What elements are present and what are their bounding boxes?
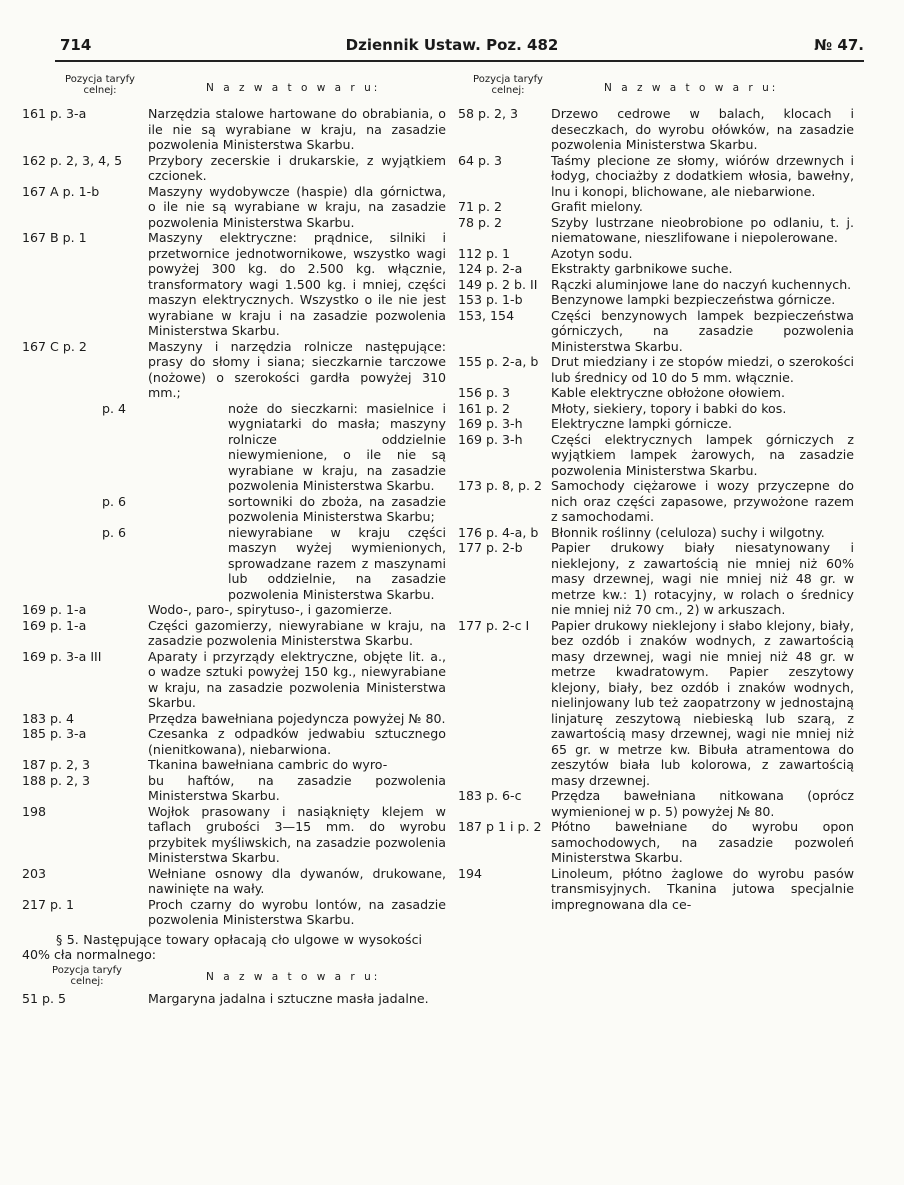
page-number: 714 — [60, 36, 92, 54]
tariff-entry — [22, 726, 446, 757]
tariff-position: 183 p. 4 — [22, 710, 75, 726]
tariff-entry — [22, 711, 446, 727]
tariff-position: 185 p. 3-a — [22, 726, 87, 741]
tariff-position: 217 p. 1 — [22, 896, 75, 912]
goods-description: noże do sieczkarni: masielnice i wygniatarki do masła; maszyny rolnicze oddzielnie niewymienione, o ile nie są wyrabiane w kraju, na zasadzie pozwolenia Ministerstwa Skarbu. — [228, 400, 446, 493]
tariff-entry — [458, 525, 854, 541]
tariff-entry — [458, 153, 854, 200]
tariff-position: 169 p. 3-h — [458, 431, 523, 447]
position-header: Pozycja taryfy celnej: — [65, 74, 135, 96]
goods-description: Maszyny wydobywcze (haspie) dla górnictwa, o ile nie są wyrabiane w kraju, na zasadzie pozwolenia Ministerstwa Skarbu. — [148, 183, 446, 230]
tariff-position: 183 p. 6-c — [458, 788, 522, 803]
page-header — [40, 34, 864, 60]
tariff-position: 176 p. 4-a, b — [458, 524, 539, 540]
goods-description: Rączki aluminjowe lane do naczyń kuchennych. — [551, 276, 852, 292]
tariff-position: 173 p. 8, p. 2 — [458, 478, 543, 493]
tariff-entry — [22, 804, 446, 866]
tariff-position: 177 p. 2-b — [458, 540, 523, 555]
tariff-entry — [458, 246, 854, 262]
tariff-entry — [22, 339, 446, 401]
goods-description: Proch czarny do wyrobu lontów, na zasadzie pozwolenia Ministerstwa Skarbu. — [148, 896, 446, 927]
goods-description: Margaryna jadalna i sztuczne masła jadalne. — [148, 990, 429, 1006]
goods-description: Czesanka z odpadków jedwabiu sztucznego (nienitkowana), niebarwiona. — [148, 726, 446, 757]
column-subheader — [22, 965, 446, 991]
goods-description: Papier drukowy nieklejony i słabo klejony, biały, bez ozdób i znaków wodnych, z zawartością masy drzewnej, wagi nie mniej niż 48 gr. w metrze kwadratowym. Papier zeszytowy klejony, biały, bez ozdób i znaków wodnych, nielinjowany lub też zaopatrzony w jednostajną linjaturę zeszytową niebieską lub szarą, z zawartością masy drzewnej, wagi nie mniej niż 65 gr. w metrze kw. Bibuła atramentowa do zeszytów biała lub kolorowa, z zawartością masy drzewnej. — [551, 617, 854, 788]
tariff-entry — [458, 277, 854, 293]
tariff-position: 194 — [458, 865, 483, 881]
tariff-position: 177 p. 2-c I — [458, 617, 530, 633]
tariff-position: 167 B p. 1 — [22, 230, 87, 245]
goods-description: Szyby lustrzane nieobrobione po odlaniu, t. j. niematowane, nieszlifowane i niepolerowane. — [551, 214, 854, 245]
goods-description: Samochody ciężarowe i wozy przyczepne do nich oraz części zapasowe, przywożone razem z samochodami. — [551, 478, 854, 524]
tariff-entry — [458, 478, 854, 525]
position-header: Pozycja taryfy celnej: — [52, 964, 122, 987]
column-header — [458, 72, 854, 106]
goods-description: Drzewo cedrowe w balach, klocach i deseczkach, do wyrobu ołówków, na zasadzie pozwolenia Ministerstwa Skarbu. — [551, 106, 854, 152]
goods-description: Drut miedziany i ze stopów miedzi, o szerokości lub średnicy od 10 do 5 mm. włącznie. — [551, 354, 854, 385]
tariff-position: 203 — [22, 865, 47, 881]
goods-description: Wełniane osnowy dla dywanów, drukowane, nawinięte na wały. — [148, 865, 446, 896]
tariff-position: 71 p. 2 — [458, 199, 503, 214]
goods-description: bu haftów, na zasadzie pozwolenia Ministerstwa Skarbu. — [148, 772, 446, 803]
goods-description: Kable elektryczne obłożone ołowiem. — [551, 385, 785, 400]
section-5-paragraph: § 5. Następujące towary opłacają cło ulgowe w wysokości 40% cła normalnego: — [22, 931, 422, 962]
goods-description: Przybory zecerskie i drukarskie, z wyjątkiem czcionek. — [148, 152, 446, 183]
goods-description: Części elektrycznych lampek górniczych z wyjątkiem lampek żarowych, na zasadzie pozwolenia Ministerstwa Skarbu. — [551, 431, 854, 478]
tariff-position: 169 p. 3-h — [458, 416, 523, 431]
goods-description: Maszyny elektryczne: prądnice, silniki i przetwornice jednotwornikowe, wszystko wagi powyżej 300 kg. do 2.500 kg. włącznie, transformatory wagi 1.500 kg. i mniej, części maszyn elektrycznych. Wszystko o ile nie jest wyrabiane w kraju i na zasadzie pozwolenia Ministerstwa Skarbu. — [148, 230, 446, 338]
goods-description: Aparaty i przyrządy elektryczne, objęte lit. a., o wadze sztuki powyżej 150 kg., niewyrabiane w kraju, na zasadzie pozwolenia Ministerstwa Skarbu. — [148, 648, 446, 710]
tariff-position: 169 p. 3-a III — [22, 648, 102, 664]
goods-description: Przędza bawełniana pojedyncza powyżej № 80. — [148, 710, 446, 726]
tariff-position: 162 p. 2, 3, 4, 5 — [22, 152, 123, 168]
tariff-position: p. 6 — [102, 493, 127, 509]
left-entries — [22, 106, 446, 928]
goods-description: Wodo-, paro-, spirytuso-, i gazomierze. — [148, 602, 393, 617]
name-header: N a z w a t o w a r u: — [604, 82, 779, 94]
tariff-entry — [458, 215, 854, 246]
tariff-entry — [22, 757, 446, 773]
tariff-entry — [458, 819, 854, 866]
tariff-entry — [458, 261, 854, 277]
tariff-position: 58 p. 2, 3 — [458, 106, 519, 121]
tariff-position: 156 p. 3 — [458, 385, 511, 400]
tariff-entry — [22, 649, 446, 711]
goods-description: Benzynowe lampki bezpieczeństwa górnicze. — [551, 292, 836, 307]
tariff-position: 187 p 1 i p. 2 — [458, 819, 542, 834]
tariff-entry — [458, 106, 854, 153]
tariff-entry — [458, 385, 854, 401]
tariff-entry — [22, 618, 446, 649]
tariff-position: 153 p. 1-b — [458, 292, 523, 307]
tariff-entry — [458, 866, 854, 913]
tariff-entry — [22, 866, 446, 897]
tariff-position: 167 A p. 1-b — [22, 183, 100, 199]
tariff-position: 187 p. 2, 3 — [22, 757, 91, 772]
tariff-entry — [458, 788, 854, 819]
tariff-position: 153, 154 — [458, 307, 515, 323]
tariff-entry — [22, 773, 446, 804]
goods-description: Części benzynowych lampek bezpieczeństwa górniczych, na zasadzie pozwolenia Ministerstwa Skarbu. — [551, 307, 854, 354]
tariff-entry — [22, 991, 446, 1007]
left-after-entries — [22, 991, 446, 1007]
goods-description: Błonnik roślinny (celuloza) suchy i wilgotny. — [551, 524, 825, 540]
goods-description: Elektryczne lampki górnicze. — [551, 416, 733, 431]
tariff-position: 167 C p. 2 — [22, 338, 87, 354]
tariff-entry — [22, 494, 446, 525]
tariff-entry — [22, 401, 446, 494]
tariff-position: 149 p. 2 b. II — [458, 276, 538, 292]
tariff-entry — [458, 416, 854, 432]
tariff-position: p. 6 — [102, 524, 127, 540]
goods-description: Wojłok prasowany i nasiąknięty klejem w taflach grubości 3—15 mm. do wyrobu przybitek myśliwskich, na zasadzie pozwolenia Ministerstwa Skarbu. — [148, 803, 446, 865]
tariff-position: 198 — [22, 803, 47, 819]
tariff-position: 188 p. 2, 3 — [22, 772, 91, 788]
tariff-entry — [22, 602, 446, 618]
tariff-entry — [458, 401, 854, 417]
tariff-entry — [458, 432, 854, 479]
tariff-entry — [22, 897, 446, 928]
name-header: N a z w a t o w a r u: — [206, 970, 381, 983]
goods-description: Azotyn sodu. — [551, 245, 633, 261]
tariff-entry — [458, 540, 854, 618]
tariff-entry — [458, 308, 854, 355]
tariff-position: 161 p. 3-a — [22, 106, 87, 121]
column-header — [22, 72, 446, 106]
left-column — [22, 72, 446, 1006]
tariff-position: 169 p. 1-a — [22, 602, 87, 617]
tariff-entry — [22, 153, 446, 184]
position-header: Pozycja taryfy celnej: — [473, 74, 543, 96]
right-column — [458, 72, 854, 912]
goods-description: Maszyny i narzędzia rolnicze następujące: prasy do słomy i siana; sieczkarnie tarczowe (nożowe) o szerokości gardła powyżej 310 mm.; — [148, 338, 446, 400]
name-header: N a z w a t o w a r u: — [206, 82, 381, 94]
tariff-entry — [458, 618, 854, 789]
goods-description: Papier drukowy biały niesatynowany i nieklejony, z zawartością nie mniej niż 60% masy drzewnej, wagi nie mniej niż 48 gr. w metrze kw.: 1) rotacyjny, w rolach o średnicy nie mniej niż 70 cm., 2) w arkuszach. — [551, 540, 854, 617]
goods-description: Przędza bawełniana nitkowana (oprócz wymienionej w p. 5) powyżej № 80. — [551, 788, 854, 819]
tariff-entry — [22, 525, 446, 603]
tariff-entry — [22, 106, 446, 153]
goods-description: Linoleum, płótno żaglowe do wyrobu pasów transmisyjnych. Tkanina jutowa specjalnie impregnowana dla ce- — [551, 865, 854, 912]
issue-number: № 47. — [814, 36, 864, 54]
tariff-position: 124 p. 2-a — [458, 261, 523, 276]
tariff-position: 161 p. 2 — [458, 400, 511, 416]
tariff-entry — [458, 199, 854, 215]
goods-description: Ekstrakty garbnikowe suche. — [551, 261, 733, 276]
tariff-position: 64 p. 3 — [458, 152, 503, 168]
goods-description: Młoty, siekiery, topory i babki do kos. — [551, 400, 787, 416]
goods-description: sortowniki do zboża, na zasadzie pozwolenia Ministerstwa Skarbu; — [228, 493, 446, 524]
tariff-entry — [458, 354, 854, 385]
header-rule — [55, 60, 864, 62]
tariff-position: 78 p. 2 — [458, 214, 503, 230]
tariff-position: 112 p. 1 — [458, 245, 511, 261]
tariff-position: 169 p. 1-a — [22, 617, 87, 633]
tariff-entry — [22, 184, 446, 231]
goods-description: Części gazomierzy, niewyrabiane w kraju, na zasadzie pozwolenia Ministerstwa Skarbu. — [148, 617, 446, 648]
tariff-position: 155 p. 2-a, b — [458, 354, 539, 369]
goods-description: Płótno bawełniane do wyrobu opon samochodowych, na zasadzie pozwoleń Ministerstwa Skarbu. — [551, 819, 854, 865]
tariff-entry — [458, 292, 854, 308]
tariff-position: 51 p. 5 — [22, 990, 67, 1006]
goods-description: Tkanina bawełniana cambric do wyro- — [148, 757, 388, 772]
goods-description: Taśmy plecione ze słomy, wiórów drzewnych i łodyg, chociażby z dodatkiem włosia, bawełny, lnu i konopi, blichowane, ale niebarwione. — [551, 152, 854, 199]
tariff-entry — [22, 230, 446, 339]
journal-title: Dziennik Ustaw. Poz. 482 — [345, 36, 559, 54]
goods-description: Narzędzia stalowe hartowane do obrabiania, o ile nie są wyrabiane w kraju, na zasadzie pozwolenia Ministerstwa Skarbu. — [148, 106, 446, 152]
tariff-position: p. 4 — [102, 400, 127, 416]
right-entries — [458, 106, 854, 912]
goods-description: Grafit mielony. — [551, 199, 643, 214]
goods-description: niewyrabiane w kraju części maszyn wyżej wymienionych, sprowadzane razem z maszynami lub oddzielnie, na zasadzie pozwolenia Ministerstwa Skarbu. — [228, 524, 446, 602]
